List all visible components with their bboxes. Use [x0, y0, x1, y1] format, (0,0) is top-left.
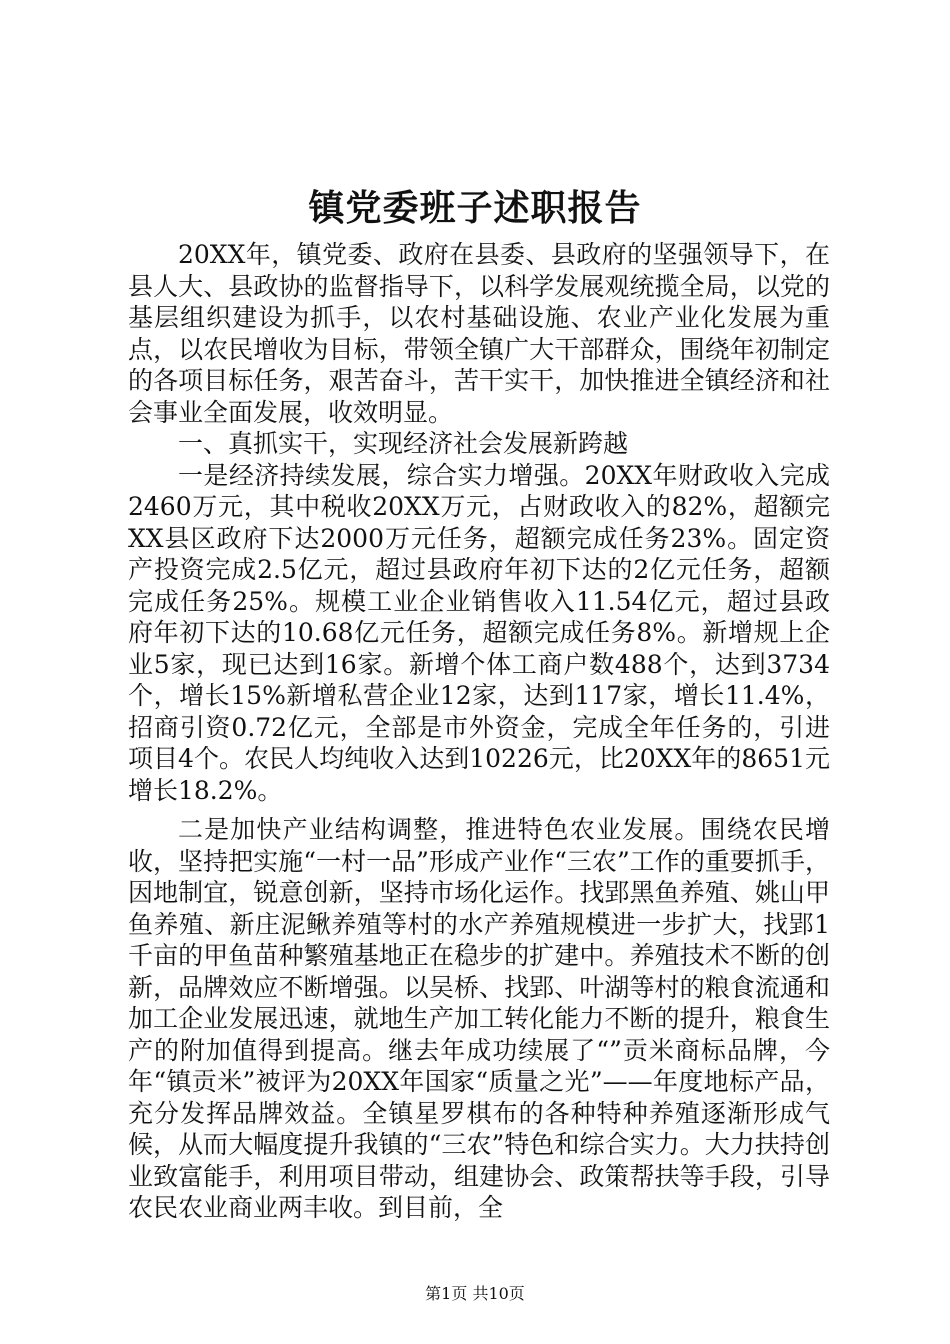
- document-title: 镇党委班子述职报告: [308, 187, 642, 229]
- paragraph-intro: 20XX年，镇党委、政府在县委、县政府的坚强领导下，在县人大、县政协的监督指导下，以科学发展观统揽全局，以党的基层组织建设为抓手，以农村基础设施、农业产业化发展为重点，以农民增收为目标，带领全镇广大干部群众，围绕年初制定的各项目标任务，艰苦奋斗，苦干实干，加快推进全镇经济和社会事业全面发展，收效明显。: [128, 240, 830, 427]
- paragraph-agriculture: 二是加快产业结构调整，推进特色农业发展。围绕农民增收，坚持把实施“一村一品”形成产业作“三农”工作的重要抓手，因地制宜，锐意创新，坚持市场化运作。找郢黑鱼养殖、姚山甲鱼养殖、新庄泥鳅养殖等村的水产养殖规模进一步扩大，找郢1千亩的甲鱼苗种繁殖基地正在稳步的扩建中。养殖技术不断的创新，品牌效应不断增强。以吴桥、找郢、叶湖等村的粮食流通和加工企业发展迅速，就地生产加工转化能力不断的提升，粮食生产的附加值得到提高。继去年成功续展了“”贡米商标品牌，今年“镇贡米”被评为20XX年国家“质量之光”——年度地标产品，充分发挥品牌效益。全镇星罗棋布的各种特种养殖逐渐形成气候，从而大幅度提升我镇的“三农”特色和综合实力。大力扶持创业致富能手，利用项目带动，组建协会、政策帮扶等手段，引导农民农业商业两丰收。到目前，全: [128, 815, 830, 1222]
- section-heading: 一、真抓实干，实现经济社会发展新跨越: [178, 429, 629, 458]
- page-footer: 第1页 共10页: [425, 1284, 525, 1303]
- paragraph-economy: 一是经济持续发展，综合实力增强。20XX年财政收入完成2460万元，其中税收20XX万元，占财政收入的82%，超额完XX县区政府下达2000万元任务，超额完成任务23%。固定资产投资完成2.5亿元，超过县政府年初下达的2亿元任务，超额完成任务25%。规模工业企业销售收入11.54亿元，超过县政府年初下达的10.68亿元任务，超额完成任务8%。新增规上企业5家，现已达到16家。新增个体工商户数488个，达到3734个，增长15%新增私营企业12家，达到117家，增长11.4%，招商引资0.72亿元，全部是市外资金，完成全年任务的，引进项目4个。农民人均纯收入达到10226元，比20XX年的8651元增长18.2%。: [128, 460, 830, 805]
- document-body: [128, 239, 830, 1224]
